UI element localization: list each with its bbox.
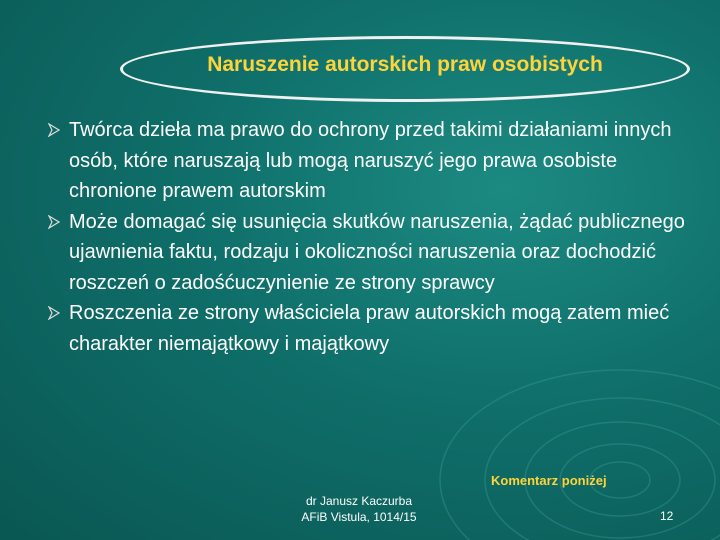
bullet-text: Roszczenia ze strony właściciela praw autorskich mogą zatem mieć charakter niemajątkowy i majątkowy [69,302,670,355]
author-footer [284,493,434,525]
arrowhead-bullet-icon [48,123,60,137]
bullet-text: Może domagać się usunięcia skutków naruszenia, żądać publicznego ujawnienia faktu, rodzaju i okoliczności naruszenia oraz dochodzić roszczeń o zadośćuczynienie ze strony sprawcy [69,210,685,294]
bullet-item [48,298,688,359]
page-number: 12 [660,509,674,523]
arrowhead-bullet-icon [48,306,60,320]
comment-note: Komentarz poniżej [491,473,607,488]
arrowhead-bullet-icon [48,215,60,229]
bullet-item [48,207,688,299]
author-name: dr Janusz Kaczurba [305,494,413,508]
bullet-text: Twórca dzieła ma prawo do ochrony przed takimi działaniami innych osób, które naruszają lub mogą naruszyć jego prawa osobiste chronione prawem autorskim [69,119,672,202]
bullet-list [48,115,688,359]
author-affiliation: AFiB Vistula, 1014/15 [301,510,417,524]
slide-title: Naruszenie autorskich praw osobistych [207,53,603,76]
bullet-item [48,115,688,207]
